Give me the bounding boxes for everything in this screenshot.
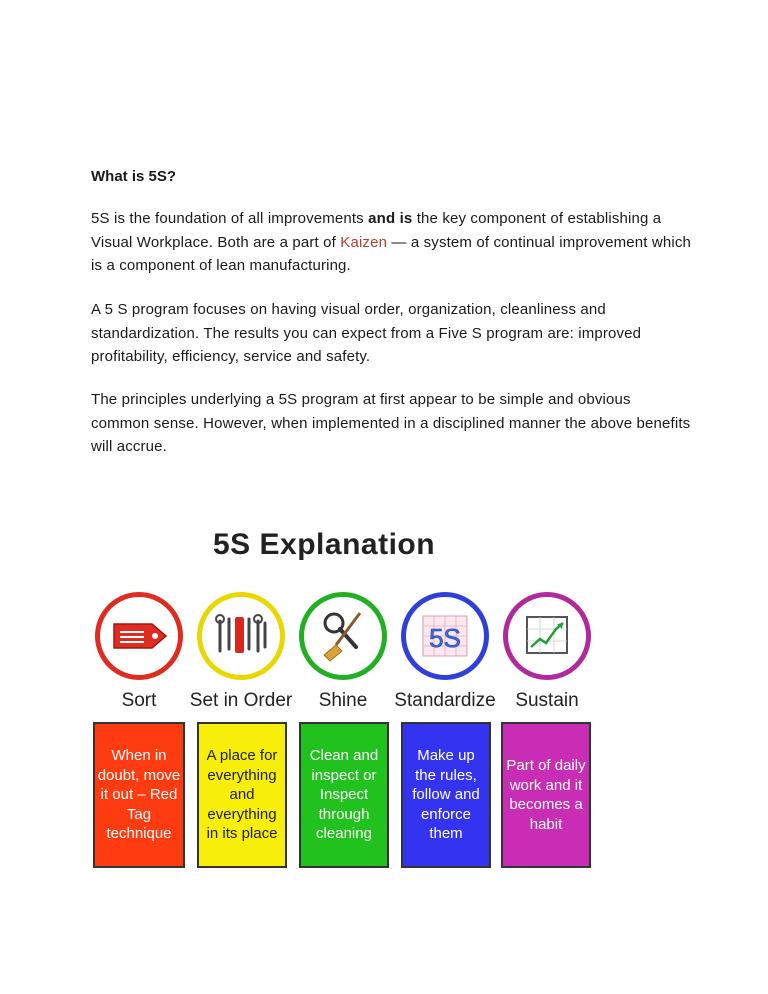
sustain-label: Sustain	[515, 690, 579, 711]
paragraph-intro-part3: — a system of continual improvement which is a component of lean manufacturing.	[91, 233, 691, 274]
shine-card-text: Clean and inspect or Inspect through cleaning	[309, 747, 379, 843]
standardize-card	[401, 722, 491, 868]
shine-label: Shine	[318, 690, 368, 711]
broom-icon	[304, 597, 382, 675]
shine-circle	[299, 592, 387, 680]
sustain-circle	[503, 592, 591, 680]
sort-label: Sort	[121, 690, 157, 711]
standardize-circle	[401, 592, 489, 680]
chart-icon	[508, 597, 586, 675]
paragraph-program: A 5 S program focuses on having visual order, organization, cleanliness and standardization. The results you can expect from a Five S program are: improved profitability, efficiency, service and safety.	[91, 301, 642, 365]
shine-card	[299, 722, 389, 868]
set-in-order-card	[197, 722, 287, 868]
sort-card	[93, 722, 185, 868]
figure-title: 5S Explanation	[213, 528, 436, 561]
paragraph-intro	[91, 207, 691, 278]
set-in-order-card-text: A place for everything and everything in its place	[206, 747, 278, 843]
page-heading: What is 5S?	[91, 168, 177, 185]
sustain-card	[501, 722, 591, 868]
5s-explanation-figure	[91, 520, 601, 875]
standardize-label: Standardize	[394, 690, 496, 711]
sort-card-text: When in doubt, move it out – Red Tag technique	[97, 747, 181, 843]
paragraph-intro-part1: 5S is the foundation of all improvements	[91, 210, 369, 227]
tools-icon	[202, 597, 280, 675]
kaizen-link[interactable]: Kaizen	[340, 233, 388, 251]
paragraph-principles: The principles underlying a 5S program at first appear to be simple and obvious common sense. However, when implemented in a disciplined manner the above benefits will accrue.	[91, 391, 691, 455]
paragraph-intro-bold: and is	[368, 210, 413, 227]
set-in-order-circle	[197, 592, 285, 680]
red-tag-icon	[100, 597, 178, 675]
set-in-order-label: Set in Order	[189, 690, 293, 711]
svg-text:5S: 5S	[429, 623, 461, 653]
standardize-card-text: Make up the rules, follow and enforce them	[412, 747, 480, 843]
sort-circle	[95, 592, 183, 680]
paragraph-intro-part2: the key component of establishing a Visual Workplace. Both are a part of	[91, 210, 662, 251]
5s-grid-icon	[406, 597, 484, 675]
sustain-card-text: Part of daily work and it becomes a habit	[506, 757, 586, 833]
